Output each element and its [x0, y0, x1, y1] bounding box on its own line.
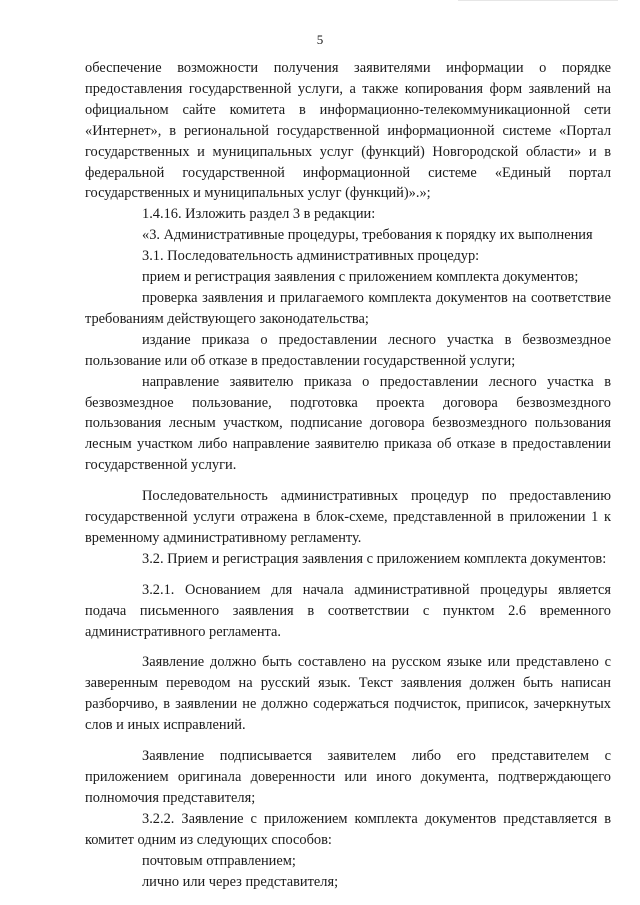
paragraph-3-2: 3.2. Прием и регистрация заявления с приложением комплекта документов: — [142, 550, 607, 567]
paragraph-amend-section-3: 1.4.16. Изложить раздел 3 в редакции: — [142, 206, 376, 223]
paragraph-signature: Заявление подписывается заявителем либо его представителем с приложением оригинала доверенности или иного документа, подтверждающего полномочия представителя; — [85, 748, 611, 806]
paragraph-3-1: 3.1. Последовательность административных процедур: — [142, 248, 480, 265]
procedure-item-check: проверка заявления и прилагаемого комплекта документов на соответствие требованиям действующего законодательства; — [85, 289, 611, 327]
scan-edge-mark — [458, 0, 618, 7]
procedure-item-order: издание приказа о предоставлении лесного участка в безвозмездное пользование или об отказе в предоставлении государственной услуги; — [85, 331, 611, 369]
procedure-item-contract: направление заявителю приказа о предоставлении лесного участка в безвозмездное пользование, подготовка проекта договора безвозмездного пользования лесным участком, подписание договора безвозмездного пользования лесным участком либо направление заявителю приказа об отказе в предоставлении государственной услуги. — [85, 373, 611, 474]
section-3-heading: «3. Административные процедуры, требования к порядку их выполнения — [142, 227, 593, 244]
document-body — [85, 58, 611, 892]
paragraph-portal-info: обеспечение возможности получения заявителями информации о порядке предоставления государственной услуги, а также копирования форм заявлений на официальном сайте комитета в информационно-телекоммуникационной сети «Интернет», в региональной государственной информационной системе «Портал государственных и муниципальных услуг (функций) Новгородской области» и в федеральной государственной информационной системе «Единый портал государственных и муниципальных услуг (функций)».»; — [85, 60, 611, 202]
paragraph-3-2-1: 3.2.1. Основанием для начала административной процедуры является подача письменного заявления в соответствии с пунктом 2.6 временного административного регламента. — [85, 581, 611, 640]
page-number: 5 — [316, 32, 324, 47]
method-item-mail: почтовым отправлением; — [142, 852, 296, 869]
paragraph-sequence-flowchart: Последовательность административных процедур по предоставлению государственной услуги отражена в блок-схеме, представленной в приложении 1 к временному административному регламенту. — [85, 488, 611, 546]
paragraph-3-2-2: 3.2.2. Заявление с приложением комплекта документов представляется в комитет одним из следующих способов: — [85, 810, 611, 848]
method-item-in-person: лично или через представителя; — [142, 873, 339, 890]
procedure-item-receipt: прием и регистрация заявления с приложением комплекта документов; — [142, 269, 579, 286]
paragraph-language-requirements: Заявление должно быть составлено на русском языке или представлено с заверенным переводом на русский язык. Текст заявления должен быть написан разборчиво, в заявлении не должно содержаться подчисток, приписок, зачеркнутых слов и иных исправлений. — [85, 654, 611, 734]
